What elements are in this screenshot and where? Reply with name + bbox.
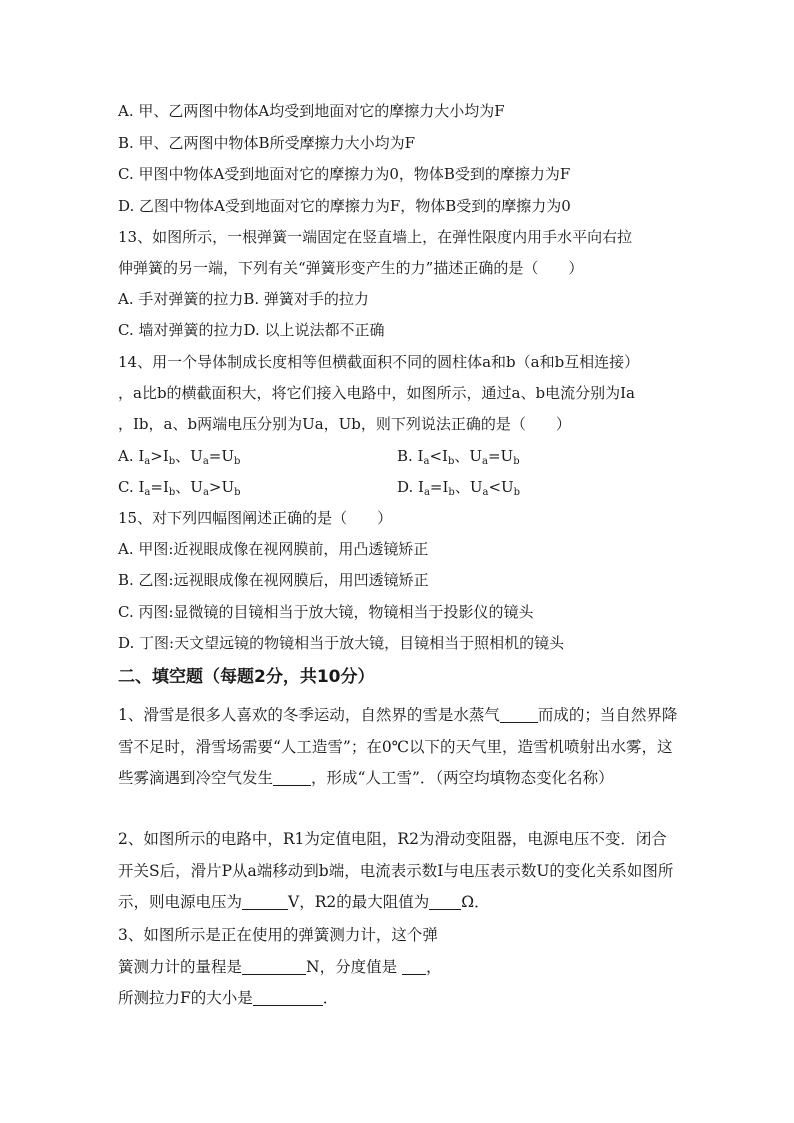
answer-blank[interactable]: [242, 893, 288, 910]
answer-blank[interactable]: [402, 958, 426, 975]
q14-option-a: A. $I_a>I_b$、$U_a=U_b$: [118, 447, 241, 467]
fill-question-3-line3: 所测拉力F的大小是 ．: [118, 989, 339, 1007]
q15-stem: 15、对下列四幅图阐述正确的是（ ）: [118, 509, 393, 527]
section-heading: 二、填空题（每题2分，共10分）: [118, 667, 375, 687]
answer-blank[interactable]: [242, 958, 306, 975]
q14-option-c: C. $I_a=I_b$、$U_a>U_b$: [118, 478, 241, 498]
answer-blank[interactable]: [429, 893, 461, 910]
q15-option-b: B. 乙图:远视眼成像在视网膜后，用凹透镜矫正: [118, 571, 429, 589]
q14-stem-line2: ，a比b的横截面积大，将它们接入电路中，如图所示，通过a、b电流分别为Ia: [118, 384, 635, 402]
q15-option-c: C. 丙图:显微镜的目镜相当于放大镜，物镜相当于投影仪的镜头: [118, 603, 534, 621]
q12-option-d: D. 乙图中物体A受到地面对它的摩擦力为F，物体B受到的摩擦力为0: [118, 197, 571, 215]
q13-options-ab: A. 手对弹簧的拉力B. 弹簧对手的拉力: [118, 290, 369, 308]
q13-stem-line2: 伸弹簧的另一端，下列有关“弹簧形变产生的力”描述正确的是（ ）: [118, 259, 584, 277]
q14-stem-line1: 14、用一个导体制成长度相等但横截面积不同的圆柱体a和b（a和b互相连接）: [118, 353, 640, 371]
q14-option-d: D. $I_a=I_b$、$U_a<U_b$: [397, 478, 521, 498]
q15-option-d: D. 丁图:天文望远镜的物镜相当于放大镜，目镜相当于照相机的镜头: [118, 634, 565, 652]
q15-option-a: A. 甲图:近视眼成像在视网膜前，用凸透镜矫正: [118, 540, 429, 558]
answer-blank[interactable]: [253, 989, 323, 1006]
fill-question-3-line2: 簧测力计的量程是 N，分度值是 ，: [118, 958, 442, 976]
q13-options-cd: C. 墙对弹簧的拉力D. 以上说法都不正确: [118, 321, 385, 339]
answer-blank[interactable]: [500, 706, 538, 723]
answer-blank[interactable]: [273, 769, 311, 786]
q12-option-a: A. 甲、乙两图中物体A均受到地面对它的摩擦力大小均为F: [118, 102, 505, 120]
q14-stem-line3: ，Ib，a、b两端电压分别为Ua，Ub，则下列说法正确的是（ ）: [118, 415, 571, 433]
q13-stem-line1: 13、如图所示，一根弹簧一端固定在竖直墙上，在弹性限度内用手水平向右拉: [118, 228, 633, 246]
fill-question-2: 2、如图所示的电路中，R1为定值电阻，R2为滑动变阻器，电源电压不变．闭合开关S后，滑片P从a端移动到b端，电流表示数I与电压表示数U的变化关系如图所示，则电源电压为 V，R2的最大阻值为 Ω．: [118, 830, 674, 911]
fill-question-1: 1、滑雪是很多人喜欢的冬季运动，自然界的雪是水蒸气 而成的；当自然界降雪不足时，滑雪场需要“人工造雪”；在0℃以下的天气里，造雪机喷射出水雾，这些雾滴遇到冷空气发生 ，形成“人工雪”．（两空均填物态变化名称）: [118, 706, 678, 787]
q12-option-b: B. 甲、乙两图中物体B所受摩擦力大小均为F: [118, 134, 415, 152]
q12-option-c: C. 甲图中物体A受到地面对它的摩擦力为0，物体B受到的摩擦力为F: [118, 165, 571, 183]
fill-question-3-line1: 3、如图所示是正在使用的弹簧测力计，这个弹: [118, 926, 438, 944]
q14-option-b: B. $I_a<I_b$、$U_a=U_b$: [397, 447, 520, 467]
